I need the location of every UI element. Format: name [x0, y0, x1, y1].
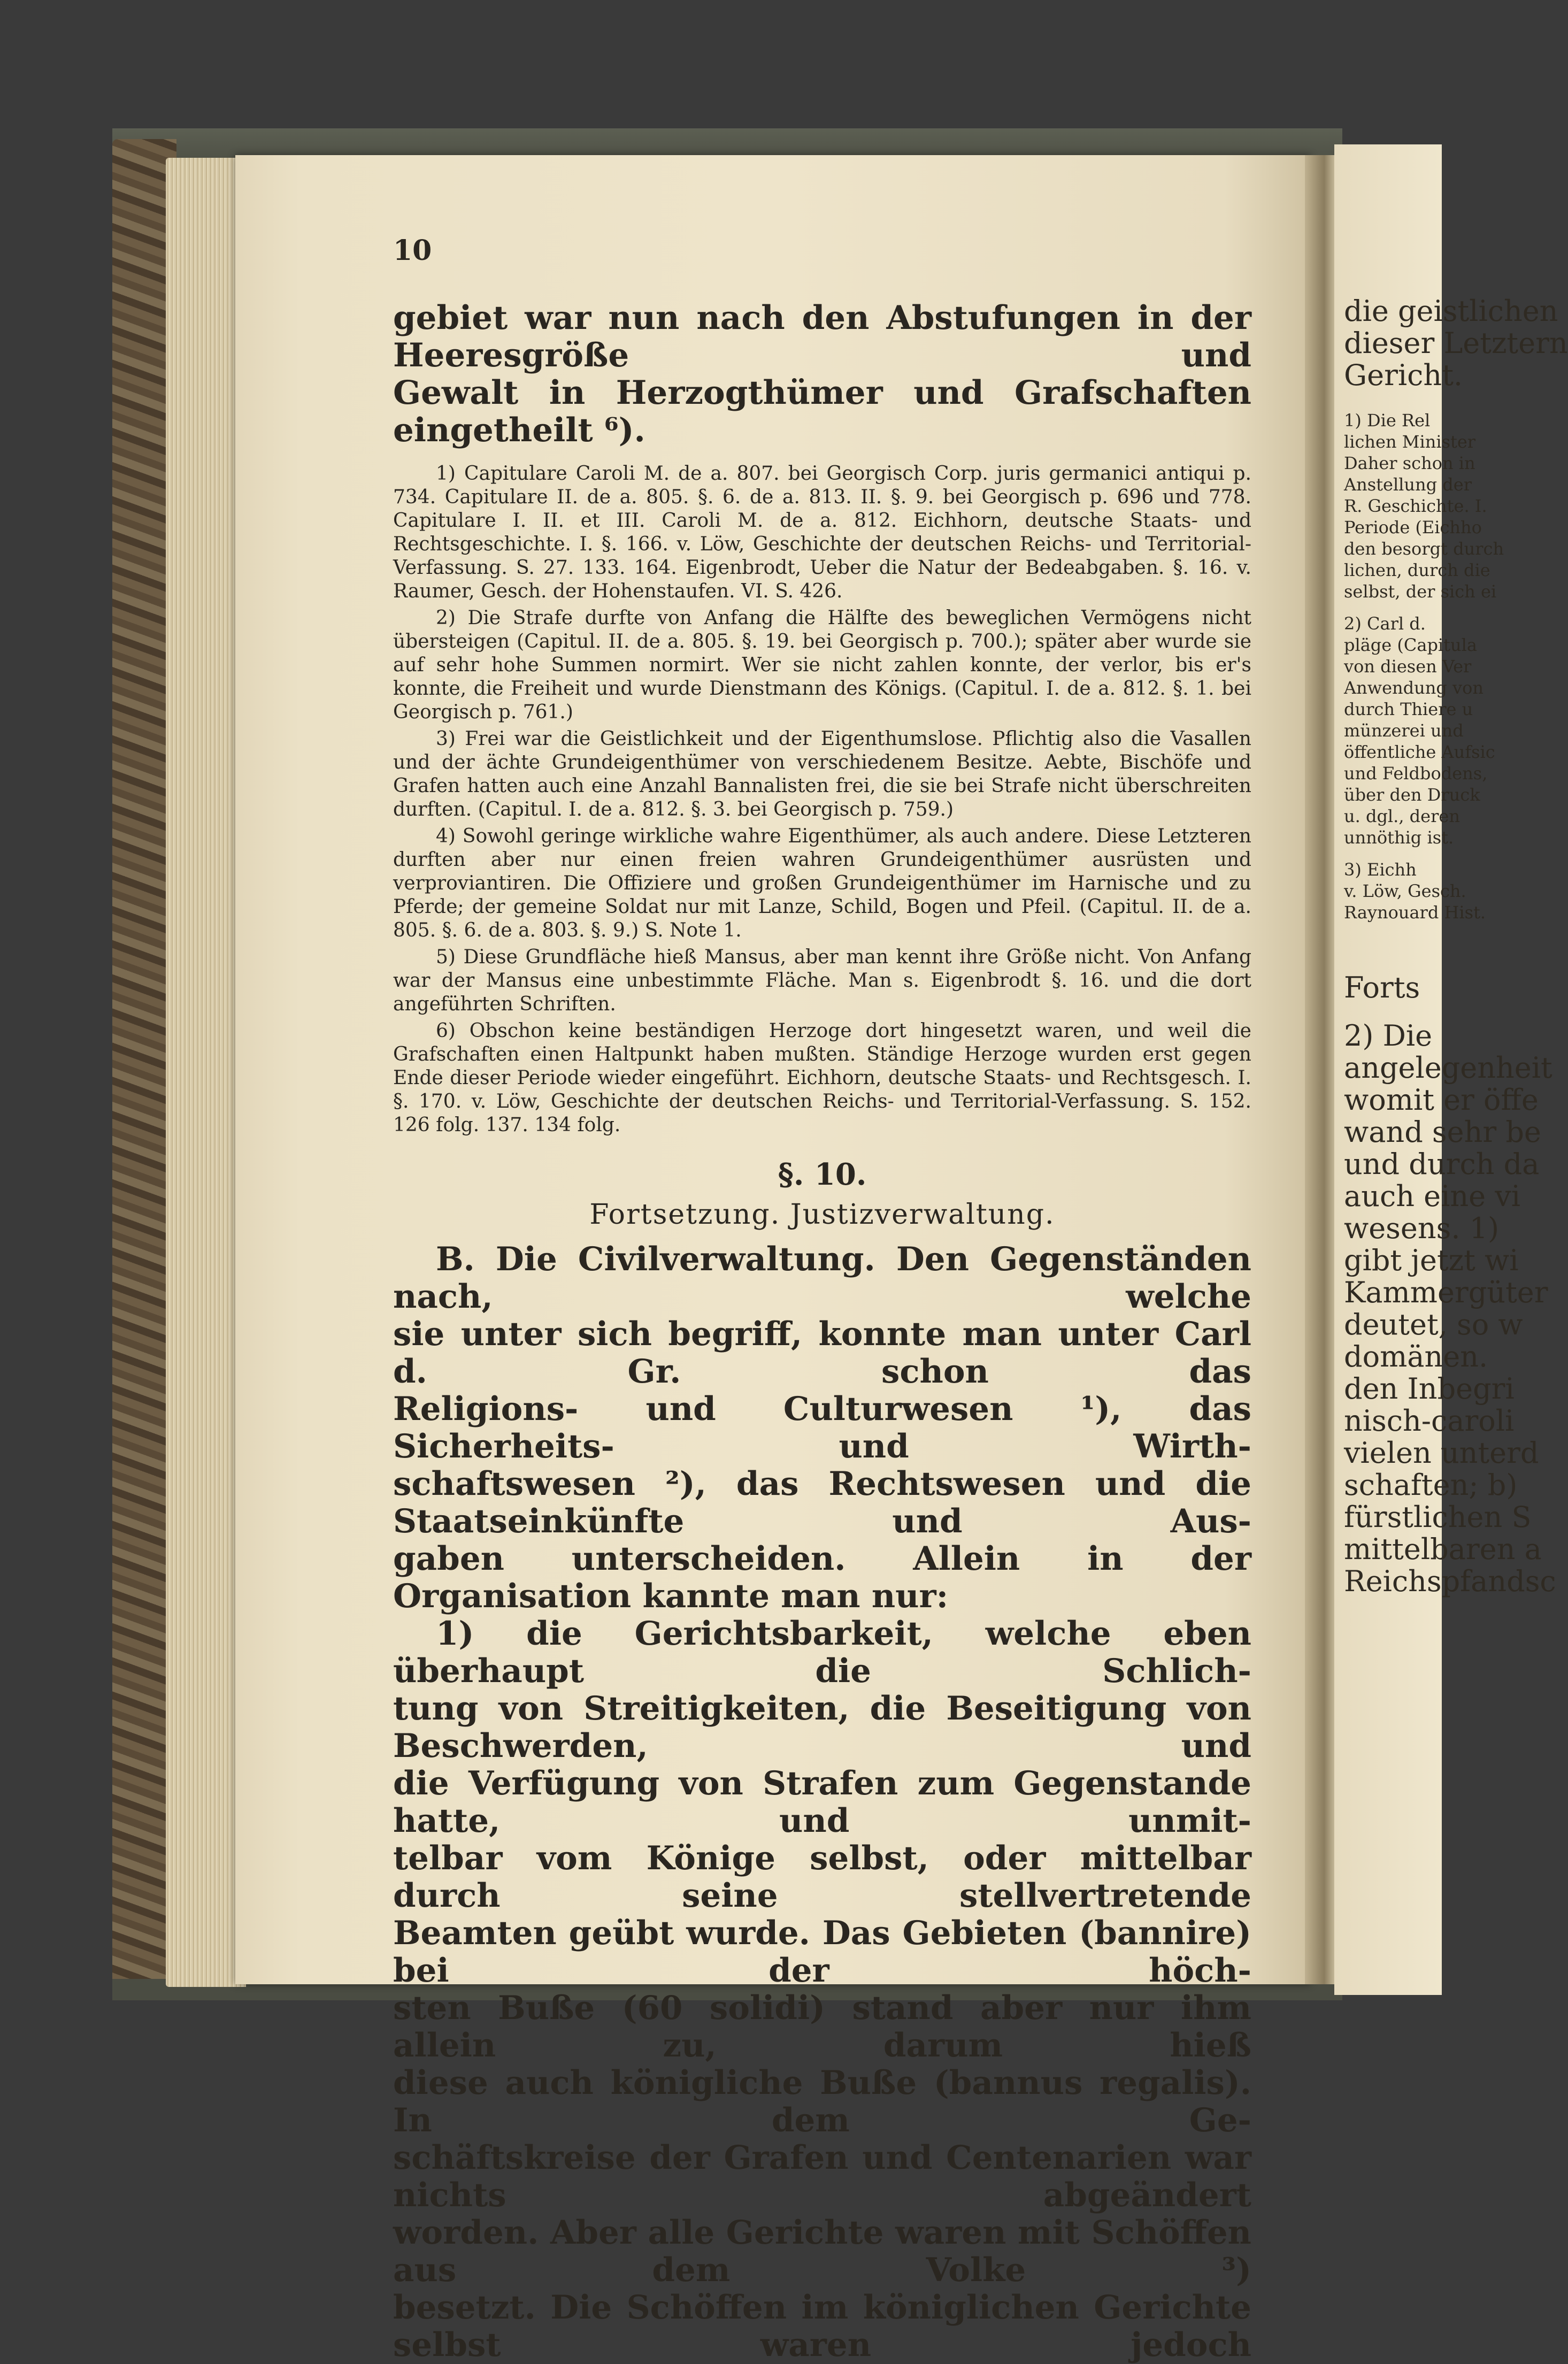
next-page-line: 2) Die [1344, 1019, 1433, 1053]
footnote-1: 1) Capitulare Caroli M. de a. 807. bei Georgisch Corp. juris germanici antiqui p. 734. Capitulare II. de a. 805. §. 6. de a. 813. II. §. 9. bei Georgisch p. 696 und 778. Capitulare I. II. et III. Caroli M. de a. 812. Eichhorn, deutsche Staats- und Rechtsgeschichte. I. §. 166. v. Löw, Geschichte der deutschen Reichs- und Territorial-Verfassung. S. 27. 133. 164. Eigenbrodt, Ueber die Natur der Bedeabgaben. §. 16. v. Raumer, Gesch. der Hohenstaufen. VI. S. 426. [393, 463, 1251, 602]
body-line: Beamten geübt wurde. Das Gebieten (bannire) bei der höch- [393, 1914, 1251, 1990]
next-page-line: 1) Die Rel [1344, 410, 1431, 431]
next-page-line: unnöthig ist. [1344, 827, 1454, 848]
book-gutter [1305, 155, 1337, 1984]
footnote-5: 5) Diese Grundfläche hieß Mansus, aber man kennt ihre Größe nicht. Von Anfang war der Mansus eine unbestimmte Fläche. Man s. Eigenbrodt §. 16. und die dort angeführten Schriften. [393, 946, 1251, 1015]
next-page-line: lichen, durch die [1344, 560, 1490, 580]
next-page-line: Gericht. [1344, 358, 1463, 392]
intro-text [393, 278, 1251, 449]
next-page-line: nisch-caroli [1344, 1404, 1515, 1438]
body-line: sie unter sich begriff, konnte man unter Carl d. Gr. schon das [393, 1315, 1251, 1391]
next-page-line: Anwendung von [1344, 678, 1484, 698]
page-content [393, 230, 1251, 2364]
next-page-line: durch Thiere u [1344, 699, 1473, 719]
next-page-line: mittelbaren a [1344, 1532, 1542, 1566]
section-number: §. 10. [778, 1157, 867, 1192]
body-text [393, 1241, 1251, 2364]
body-line: tung von Streitigkeiten, die Beseitigung von Beschwerden, und [393, 1690, 1251, 1765]
footnote-6: 6) Obschon keine beständigen Herzoge dort hingesetzt waren, und weil die Grafschaften einen Haltpunkt haben mußten. Ständige Herzoge wurden erst gegen Ende dieser Periode wieder eingeführt. Eichhorn, deutsche Staats- und Rechtsgesch. I. §. 170. v. Löw, Geschichte der deutschen Reichs- und Territorial-Verfassung. S. 152. 126 folg. 137. 134 folg. [393, 1020, 1251, 1136]
next-page-line: und Feldbodens, [1344, 763, 1488, 784]
next-page-line: von diesen Ver [1344, 656, 1472, 677]
next-page-line: womit er öffe [1344, 1083, 1539, 1117]
next-page-line: Raynouard Hist. [1344, 902, 1486, 923]
next-page-line: dieser Letztern [1344, 326, 1568, 360]
next-page-line: und durch da [1344, 1147, 1540, 1181]
book-page-right-partial [1334, 144, 1568, 1995]
next-page-line: pläge (Capitula [1344, 635, 1477, 655]
next-page-line: vielen unterd [1344, 1436, 1539, 1470]
next-page-line: Periode (Eichho [1344, 517, 1482, 538]
next-page-line: über den Druck [1344, 785, 1480, 805]
body-line: Religions- und Culturwesen ¹), das Sicherheits- und Wirth- [393, 1390, 1251, 1465]
next-page-line: auch eine vi [1344, 1179, 1521, 1213]
next-page-line: domänen. [1344, 1340, 1488, 1373]
next-page-line: angelegenheit [1344, 1051, 1552, 1085]
next-page-line: den Inbegri [1344, 1372, 1515, 1406]
next-page-line: selbst, der sich ei [1344, 581, 1497, 602]
intro-line: Gewalt in Herzogthümer und Grafschaften eingetheilt ⁶). [393, 374, 1251, 449]
next-page-line: 2) Carl d. [1344, 613, 1426, 634]
next-page-line: gibt jetzt wi [1344, 1244, 1519, 1277]
intro-line: gebiet war nun nach den Abstufungen in der Heeresgröße und [393, 299, 1251, 374]
next-page-line: lichen Minister [1344, 432, 1476, 452]
next-page-line: münzerei und [1344, 720, 1464, 741]
next-page-line: Anstellung der [1344, 474, 1472, 495]
next-page-line: Kammergüter [1344, 1276, 1548, 1309]
body-line: 1) die Gerichtsbarkeit, welche eben überhaupt die Schlich- [393, 1615, 1251, 1690]
next-page-line: den besorgt durch [1344, 539, 1504, 559]
next-page-line: R. Geschichte. I. [1344, 496, 1487, 516]
next-page-line: Forts [1344, 971, 1420, 1004]
page-number: 10 [393, 234, 432, 267]
body-line: worden. Aber alle Gerichte waren mit Schöffen aus dem Volke ³) [393, 2214, 1251, 2289]
next-page-line: deutet, so w [1344, 1308, 1523, 1341]
body-line: die Verfügung von Strafen zum Gegenstande hatte, und unmit- [393, 1764, 1251, 1840]
next-page-line: öffentliche Aufsic [1344, 742, 1495, 762]
next-page-line: u. dgl., deren [1344, 806, 1460, 826]
body-line: diese auch königliche Buße (bannus regalis). In dem Ge- [393, 2064, 1251, 2139]
next-page-line: 3) Eichh [1344, 859, 1417, 880]
body-line: telbar vom Könige selbst, oder mittelbar durch seine stellvertretende [393, 1839, 1251, 1915]
page-edges [166, 158, 246, 1987]
next-page-line: wand sehr be [1344, 1115, 1541, 1149]
body-line: gaben unterscheiden. Allein in der Organisation kannte man nur: [393, 1540, 1251, 1615]
footnote-4: 4) Sowohl geringe wirkliche wahre Eigenthümer, als auch andere. Diese Letzteren durften aber nur einen freien wahren Grundeigenthümer ausrüsten und verproviantiren. Die Offiziere und großen Grundeigenthümer im Harnische und zu Pferde; der gemeine Soldat nur mit Lanze, Schild, Bogen und Pfeil. (Capitul. II. de a. 805. §. 6. de a. 803. §. 9.) S. Note 1. [393, 825, 1251, 941]
next-page-line: die geistlichen [1344, 294, 1558, 328]
body-line: sten Buße (60 solidi) stand aber nur ihm allein zu, darum hieß [393, 1989, 1251, 2064]
next-page-line: fürstlichen S [1344, 1500, 1532, 1534]
body-line: schäftskreise der Grafen und Centenarien war nichts abgeändert [393, 2139, 1251, 2214]
next-page-line: Reichspfandsc [1344, 1564, 1556, 1598]
next-page-line: Daher schon in [1344, 453, 1475, 473]
section-subtitle: Fortsetzung. Justizverwaltung. [589, 1199, 1055, 1231]
body-line: schaftswesen ²), das Rechtswesen und die Staatseinkünfte und Aus- [393, 1465, 1251, 1540]
next-page-line: schaften; b) [1344, 1468, 1518, 1502]
body-line: besetzt. Die Schöffen im königlichen Gerichte selbst waren jedoch [393, 2289, 1251, 2364]
next-page-line: wesens. 1) [1344, 1211, 1500, 1245]
footnote-3: 3) Frei war die Geistlichkeit und der Eigenthumslose. Pflichtig also die Vasallen und der ächte Grundeigenthümer von verschiedenem Besitze. Aebte, Bischöfe und Grafen hatten auch eine Anzahl Bannalisten frei, die sie bei Strafe nicht überschreiten durften. (Capitul. I. de a. 812. §. 3. bei Georgisch p. 759.) [393, 728, 1251, 820]
body-line: B. Die Civilverwaltung. Den Gegenständen nach, welche [393, 1240, 1251, 1316]
footnotes [393, 462, 1251, 1137]
next-page-line: v. Löw, Gesch. [1344, 881, 1466, 901]
footnote-2: 2) Die Strafe durfte von Anfang die Hälfte des beweglichen Vermögens nicht übersteigen (Capitul. II. de a. 805. §. 19. bei Georgisch p. 700.); später aber wurde sie auf sehr hohe Summen normirt. Wer sie nicht zahlen konnte, der verlor, bis er's konnte, die Freiheit und wurde Dienstmann des Königs. (Capitul. I. de a. 812. §. 1. bei Georgisch p. 761.) [393, 607, 1251, 723]
